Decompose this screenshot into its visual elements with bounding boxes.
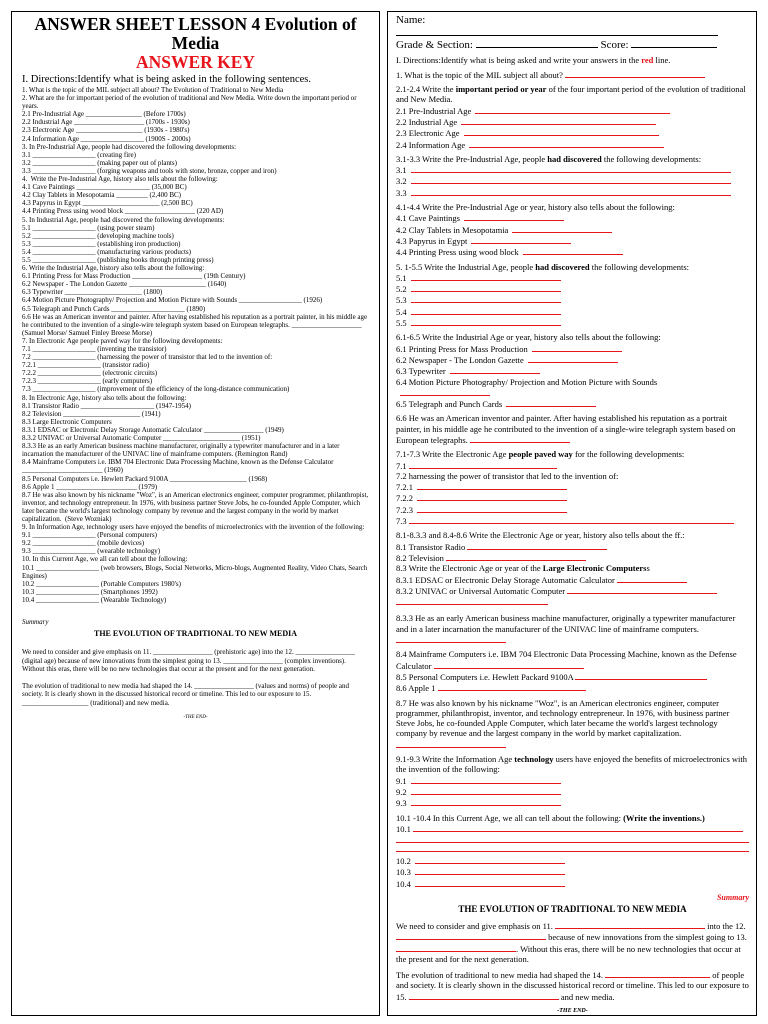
- answer-key-item: 10.4 __________________ (Wearable Technology): [22, 595, 167, 604]
- question-item-label: 4.2 Clay Tablets in Mesopotamia: [396, 224, 509, 235]
- summary-title: THE EVOLUTION OF TRADITIONAL TO NEW MEDIA: [458, 903, 687, 914]
- answer-key-item: 4.2 Clay Tablets in Mesopotamia _________ (2,400 BC): [22, 191, 182, 200]
- answer-line[interactable]: [438, 682, 586, 691]
- answer-key-item: 7.3 __________________ (improvement of the efficiency of the long-distance communication): [22, 385, 290, 394]
- question-7-2-list: [396, 481, 749, 515]
- worksheet-panel: [387, 11, 757, 1016]
- answer-sheet-title: ANSWER SHEET LESSON 4 Evolution of Media: [34, 14, 357, 53]
- answer-line[interactable]: [417, 492, 567, 501]
- question-item: [396, 294, 749, 305]
- answer-line[interactable]: [565, 69, 705, 78]
- question-item-label: 9.1: [396, 775, 407, 786]
- answer-key-item: 10.3 __________________ (Smartphones 1992): [22, 587, 158, 596]
- answer-line[interactable]: [411, 775, 561, 784]
- answer-line[interactable]: [467, 541, 607, 550]
- answer-key-item: 6. Write the Industrial Age, history also tells about the following:: [22, 264, 205, 273]
- summary-label: Summary: [22, 618, 49, 626]
- question-item: [396, 139, 749, 150]
- answer-key-item: 8.3.3 He as an early American business machine manufacturer, originally a typewriter manufacturer and in a later incarnation the manufacturer of the UNIVAC line of mainframe computers. (Remington Rand): [22, 442, 342, 459]
- answer-key-panel: [11, 11, 380, 1016]
- answer-line[interactable]: [617, 574, 687, 583]
- answer-line[interactable]: [434, 660, 584, 669]
- answer-key-item: 6.2 Newspaper - The London Gazette ______________________ (1640): [22, 280, 227, 289]
- question-item-label: 2.3 Electronic Age: [396, 128, 460, 139]
- answer-key-item: 5.4 __________________ (manufacturing various products): [22, 247, 191, 256]
- answer-line[interactable]: [471, 235, 571, 244]
- question-item-label: 2.2 Industrial Age: [396, 116, 458, 127]
- answer-line[interactable]: [396, 834, 749, 843]
- answer-line[interactable]: [605, 969, 710, 978]
- question-8-intro: 8.1-8.3.3 and 8.4-8.6 Write the Electronic Age or year, history also tells about the ff.:: [396, 530, 685, 541]
- answer-line[interactable]: [575, 671, 707, 680]
- question-item-label: 6.2 Newspaper - The London Gazette: [396, 354, 524, 365]
- question-3-intro: 3.1-3.3 Write the Pre-Industrial Age, people had discovered the following developments:: [396, 153, 702, 164]
- question-3-list: [396, 164, 749, 198]
- score-field[interactable]: [631, 39, 717, 48]
- answer-key-item: 2.1 Pre-Industrial Age ________________ (Before 1700s): [22, 110, 186, 119]
- answer-key-item: 5.2 __________________ (developing machine tools): [22, 231, 174, 240]
- question-item-label: 7.2.3: [396, 504, 413, 515]
- answer-key-item: 8.6 Apple 1 _______________________ (1979): [22, 482, 158, 491]
- answer-line[interactable]: [411, 175, 731, 184]
- answer-line[interactable]: [396, 596, 548, 605]
- directions: I. Directions:Identify what is being asked in the following sentences.: [22, 74, 311, 85]
- answer-key-item: 4.1 Cave Paintings _____________________ (35,000 BC): [22, 183, 187, 192]
- question-2-intro: 2.1-2.4 Write the important period or year of the four important period of the evolution of traditional and New Media.: [396, 84, 746, 105]
- question-8-7: 8.7 He was also known by his nickname "Woz", is an American electronics engineer, computer programmer, philanthropist, inventor, and technology entrepreneur. In 1976, with business partner Steve Jobs, he co-founded Apple Computer, which later became the world's largest technology company by revenue and the largest company in the world by market capitalization.: [396, 698, 749, 750]
- question-item: [396, 187, 749, 198]
- answer-line[interactable]: [417, 481, 567, 490]
- question-item: [396, 855, 749, 866]
- question-6-intro: 6.1-6.5 Write the Industrial Age or year, history also tells about the following:: [396, 332, 661, 343]
- answer-line[interactable]: [411, 786, 561, 795]
- question-7-2: 7.2 harnessing the power of transistor that led to the invention of:: [396, 470, 619, 481]
- question-item-label: 10.4: [396, 878, 411, 889]
- answer-key-item: 7.1 __________________ (inventing the transistor): [22, 345, 167, 353]
- answer-line[interactable]: [461, 116, 656, 125]
- answer-line[interactable]: [409, 460, 557, 469]
- question-7-1: 7.1: [396, 460, 749, 471]
- summary-title: THE EVOLUTION OF TRADITIONAL TO NEW MEDIA: [94, 629, 297, 638]
- answer-key-item: 2.2 Industrial Age ____________________ (1700s - 1930s): [22, 118, 190, 127]
- question-item-label: 6.4 Motion Picture Photography/ Projection and Motion Picture with Sounds: [396, 376, 658, 387]
- question-item: [396, 786, 749, 797]
- answer-line[interactable]: [411, 187, 731, 196]
- question-4-intro: 4.1-4.4 Write the Pre-Industrial Age or year, history also tells about the following:: [396, 202, 675, 213]
- question-item-label: 5.4: [396, 306, 407, 317]
- answer-key-item: 8.5 Personal Computers i.e. Hewlett Packard 9100A ______________________ (1968): [22, 474, 268, 483]
- question-item-label: 2.4 Information Age: [396, 139, 466, 150]
- question-item: [396, 224, 749, 235]
- answer-line[interactable]: [415, 866, 565, 875]
- question-item-label: 2.1 Pre-Industrial Age: [396, 105, 472, 116]
- answer-line[interactable]: [400, 387, 490, 396]
- answer-key-item: 7.2.1 __________________ (transistor radio): [22, 361, 150, 370]
- question-item-label: 10.3: [396, 867, 411, 878]
- answer-line[interactable]: [567, 585, 717, 594]
- question-item-label: 3.2: [396, 176, 407, 187]
- question-item: [396, 283, 749, 294]
- answer-line[interactable]: [396, 634, 506, 643]
- answer-key-item: 8.1 Transistor Radio _____________________ (1947-1954): [22, 401, 191, 410]
- question-9-list: [396, 775, 749, 809]
- answer-line[interactable]: [446, 552, 586, 561]
- answer-line[interactable]: [512, 224, 612, 233]
- answer-line[interactable]: [396, 931, 546, 940]
- answer-line[interactable]: [417, 504, 567, 513]
- answer-key-item: 3.1 __________________ (creating fire): [22, 150, 136, 159]
- answer-key-item: 6.6 He was an American inventor and painter. After having established his reputation as a portrait painter, in his middle age he contributed to the invention of a single-wire telegraph system based on European telegraphs. ____________________ (Samuel Morse/ Samuel Finley Breese Morse): [22, 312, 369, 337]
- answer-key-item: 4. Write the Pre-Industrial Age, history also tells about the following:: [22, 175, 218, 184]
- answer-line[interactable]: [475, 105, 670, 114]
- question-item-label: 6.3 Typewriter: [396, 366, 446, 377]
- question-item: [396, 377, 749, 399]
- question-item: [396, 164, 749, 175]
- question-item-label: 5.1: [396, 272, 407, 283]
- question-8-4: 8.4 Mainframe Computers i.e. IBM 704 Electronic Data Processing Machine, known as the Defense Calculator: [396, 649, 737, 671]
- answer-key-item: 5.5 __________________ (publishing books through printing press): [22, 255, 214, 264]
- end-marker: -THE END-: [557, 1008, 588, 1015]
- question-7-3: 7.3: [396, 515, 749, 526]
- question-8-3-1: 8.3.1 EDSAC or Electronic Delay Storage Automatic Calculator: [396, 574, 749, 585]
- answer-line[interactable]: [411, 306, 561, 315]
- question-8-3: 8.3 Write the Electronic Age or year of the Large Electronic Computerss: [396, 563, 650, 574]
- question-5-list: [396, 272, 749, 328]
- question-item-label: 3.1: [396, 165, 407, 176]
- grade-score-row: Grade & Section: Score:: [396, 39, 749, 52]
- answer-key-item: 5.1 __________________ (using power steam): [22, 223, 155, 232]
- answer-key-list: [22, 86, 369, 604]
- question-5-intro: 5. 1-5.5 Write the Industrial Age, people had discovered the following developments:: [396, 261, 690, 272]
- answer-line[interactable]: [470, 434, 570, 443]
- answer-key-item: 9. In Information Age, technology users have enjoyed the benefits of microelectronics with the invention of the following:: [22, 523, 365, 532]
- answer-line[interactable]: [411, 164, 731, 173]
- answer-key-item: 8.3.2 UNIVAC or Universal Automatic Computer ______________________ (1951): [22, 434, 261, 443]
- question-8-5: 8.5 Personal Computers i.e. Hewlett Packard 9100A: [396, 671, 749, 682]
- question-item: [396, 317, 749, 328]
- question-item-label: 4.1 Cave Paintings: [396, 213, 460, 224]
- answer-key-item: 6.4 Motion Picture Photography/ Projection and Motion Picture with Sounds __________________ (1926): [22, 296, 323, 305]
- question-6-6: 6.6 He was an American inventor and painter. After having established his reputation as a portrait painter, in his middle age he contributed to the invention of a single-wire telegraph system based on European telegraphs.: [396, 413, 736, 445]
- grade-section-field[interactable]: [476, 39, 598, 48]
- question-item-label: 6.1 Printing Press for Mass Production: [396, 343, 528, 354]
- answer-line[interactable]: [415, 878, 565, 887]
- answer-key-item: 4.4 Printing Press using wood block ____________________ (220 AD): [22, 207, 224, 216]
- question-item-label: 7.2.1: [396, 482, 413, 493]
- question-item: [396, 246, 749, 257]
- question-item-label: 9.2: [396, 786, 407, 797]
- answer-key-item: 6.3 Typewriter ______________________ (1800): [22, 288, 163, 297]
- question-item: [396, 866, 749, 877]
- answer-line[interactable]: [506, 398, 596, 407]
- answer-key-item: 2.4 Information Age __________________ (1900S - 2000s): [22, 134, 191, 143]
- answer-key-item: 9.3 __________________ (wearable technology): [22, 547, 161, 556]
- summary-paragraph-2: The evolution of traditional to new media had shaped the 14. _________________ (values and norms) of people and society. It is clearly shown in the discussed historical record or timeline. This led to our exposure to 15. ___________________ (traditional) and new media.: [22, 681, 349, 707]
- answer-key-item: 7. In Electronic Age people paved way for the following developments:: [22, 336, 223, 345]
- answer-line[interactable]: [523, 246, 623, 255]
- answer-key-item: 8. In Electronic Age, history also tells about the following:: [22, 393, 187, 402]
- answer-line-block: [396, 596, 749, 607]
- answer-key-item: 5. In Industrial Age, people had discovered the following developments:: [22, 215, 225, 224]
- question-2-list: [396, 105, 749, 150]
- answer-line[interactable]: [409, 991, 559, 1000]
- answer-key-item: 8.2 Television ______________________ (1941): [22, 409, 161, 418]
- question-1: 1. What is the topic of the MIL subject all about?: [396, 69, 749, 80]
- answer-line[interactable]: [411, 283, 561, 292]
- answer-key-item: 7.2.3 __________________ (early computers): [22, 377, 153, 386]
- question-item: [396, 343, 749, 354]
- answer-line[interactable]: [528, 354, 618, 363]
- answer-key-item: 9.1 __________________ (Personal computers): [22, 531, 157, 540]
- answer-key-item: 7.2.2 __________________ (electronic circuits): [22, 369, 158, 378]
- question-item: [396, 105, 749, 116]
- answer-key-item: 10.2 __________________ (Portable Computers 1980's): [22, 579, 181, 588]
- answer-key-item: 5.3 __________________ (establishing iron production): [22, 239, 181, 248]
- question-item-label: 6.5 Telegraph and Punch Cards: [396, 399, 503, 410]
- question-item: [396, 116, 749, 127]
- question-item: [396, 354, 749, 365]
- answer-key-item: 8.3 Large Electronic Computers: [22, 417, 112, 426]
- question-8-3-3: 8.3.3 He as an early American business machine manufacturer, originally a typewriter manufacturer and in a later incarnation the manufacturer of the UNIVAC line of mainframe computers.: [396, 613, 749, 645]
- question-item: [396, 775, 749, 786]
- summary-label: Summary: [716, 892, 749, 902]
- summary-paragraph-1: We need to consider and give emphasis on 11. into the 12. because of new innovations from the simplest going to 13. . Without this eras, there will be no new technologies that occur at the present and for the next generation.: [396, 920, 747, 964]
- question-4-list: [396, 212, 749, 257]
- answer-line[interactable]: [469, 139, 664, 148]
- summary-paragraph-1: We need to consider and give emphasis on 11. _________________ (prehistoric age) into the 12. _________________ (digital age) because of new innovations from the simplest going to 13. _________________ (complex inventions). Without this eras, there will be no new technologies that occur at the present and for the next generation.: [22, 648, 355, 673]
- question-item: [396, 175, 749, 186]
- question-9-intro: 9.1-9.3 Write the Information Age technology users have enjoyed the benefits of microelectronics with the invention of the following:: [396, 754, 747, 775]
- question-item: [396, 212, 749, 223]
- answer-line[interactable]: [396, 843, 749, 852]
- question-item: [396, 272, 749, 283]
- answer-line[interactable]: [415, 855, 565, 864]
- answer-line[interactable]: [464, 212, 564, 221]
- name-field[interactable]: [396, 27, 718, 36]
- answer-line[interactable]: [409, 515, 734, 524]
- question-item-label: 5.2: [396, 284, 407, 295]
- answer-key-item: 2.3 Electronic Age ___________________ (1930s - 1980's): [22, 126, 190, 135]
- answer-line[interactable]: [411, 294, 561, 303]
- answer-key-item: 10.1 __________________ (web browsers, Blogs, Social Networks, Micro-blogs, Augmented Reality, Video Chats, Search Engines): [22, 563, 370, 580]
- question-item-label: 10.2: [396, 856, 411, 867]
- question-item: [396, 504, 749, 515]
- answer-line[interactable]: [464, 127, 659, 136]
- question-7-intro: 7.1-7.3 Write the Electronic Age people paved way for the following developments:: [396, 449, 685, 460]
- question-8-2: 8.2 Television: [396, 552, 749, 563]
- answer-key-item: 4.3 Papyrus in Egypt ______________________ (2,500 BC): [22, 199, 193, 208]
- answer-key-item: 6.5 Telegraph and Punch Cards _____________________ (1890): [22, 304, 206, 313]
- question-item-label: 4.3 Papyrus in Egypt: [396, 235, 468, 246]
- answer-line[interactable]: [411, 797, 561, 806]
- worksheet-directions: I. Directions:Identify what is being asked and write your answers in the red line.: [396, 54, 671, 65]
- question-item: [396, 878, 749, 889]
- question-item-label: 7.2.2: [396, 493, 413, 504]
- question-item: [396, 127, 749, 138]
- answer-key-item: 8.3.1 EDSAC or Electronic Delay Storage Automatic Calculator _________________ (1949): [22, 425, 284, 434]
- question-6-list: [396, 343, 749, 410]
- question-item-label: 4.4 Printing Press using wood block: [396, 247, 519, 258]
- answer-key-item: 8.7 He was also known by his nickname "Woz", is an American electronics engineer, computer programmer, philanthropist, inventor, and technology entrepreneur. In 1976, with business partner Steve Jobs, he co-founded Apple Computer, which later became the world's largest technology company by revenue and the largest company in the world by market capitalization. (Steve Wozniak): [22, 490, 370, 523]
- name-row: Name:: [396, 14, 749, 39]
- question-8-1: 8.1 Transistor Radio: [396, 541, 749, 552]
- answer-line[interactable]: [411, 272, 561, 281]
- answer-line[interactable]: [396, 739, 506, 748]
- answer-key-item: 1. What is the topic of the MIL subject all about? The Evolution of Traditional to New Media: [22, 86, 284, 94]
- summary-paragraph-2: The evolution of traditional to new media had shaped the 14. of people and society. It is clearly shown in the discussed historical record or timeline. This led to our exposure to 15. and new media.: [396, 970, 749, 1002]
- answer-key-item: 6.1 Printing Press for Mass Production ____________________ (19th Century): [22, 272, 246, 281]
- answer-line[interactable]: [413, 823, 743, 832]
- question-item: [396, 481, 749, 492]
- question-10-intro: 10.1 -10.4 In this Current Age, we all can tell about the following: (Write the inventions.): [396, 812, 705, 823]
- question-8-6: 8.6 Apple 1: [396, 682, 749, 693]
- answer-line[interactable]: [450, 365, 540, 374]
- end-marker: -THE END-: [183, 715, 208, 720]
- question-8-3-2: 8.3.2 UNIVAC or Universal Automatic Computer: [396, 585, 749, 596]
- question-item: [396, 365, 749, 376]
- question-item-label: 5.3: [396, 295, 407, 306]
- answer-key-item: 2. What are the for important period of the evolution of traditional and New Media. Write down the important period or years.: [22, 94, 359, 111]
- answer-key-item: 8.4 Mainframe Computers i.e. IBM 704 Electronic Data Processing Machine, known as the Defense Calculator _______________________ (1960): [22, 458, 336, 475]
- answer-key-item: 3.3 __________________ (forging weapons and tools with stone, bronze, copper and iron): [22, 166, 277, 175]
- answer-line[interactable]: [411, 317, 561, 326]
- question-item: [396, 492, 749, 503]
- question-10-list: [396, 855, 749, 889]
- answer-key-heading: ANSWER KEY: [135, 52, 256, 72]
- answer-key-item: 7.2 __________________ (harnessing the power of transistor that led to the invention of:: [22, 353, 273, 362]
- question-item: [396, 797, 749, 808]
- question-item-label: 5.5: [396, 318, 407, 329]
- question-item: [396, 306, 749, 317]
- answer-key-item: 3. In Pre-Industrial Age, people had discovered the following developments:: [22, 142, 237, 151]
- answer-line[interactable]: [555, 920, 705, 929]
- answer-line[interactable]: [532, 343, 622, 352]
- question-item: [396, 398, 749, 409]
- answer-key-item: 3.2 __________________ (making paper out of plants): [22, 158, 177, 167]
- answer-line[interactable]: [396, 943, 516, 952]
- question-item-label: 3.3: [396, 187, 407, 198]
- answer-key-item: 10. In this Current Age, we all can tell about the following:: [22, 555, 188, 564]
- question-10-1: 10.1: [396, 823, 749, 834]
- answer-key-item: 9.2 __________________ (mobile devices): [22, 539, 145, 548]
- question-item: [396, 235, 749, 246]
- question-item-label: 9.3: [396, 798, 407, 809]
